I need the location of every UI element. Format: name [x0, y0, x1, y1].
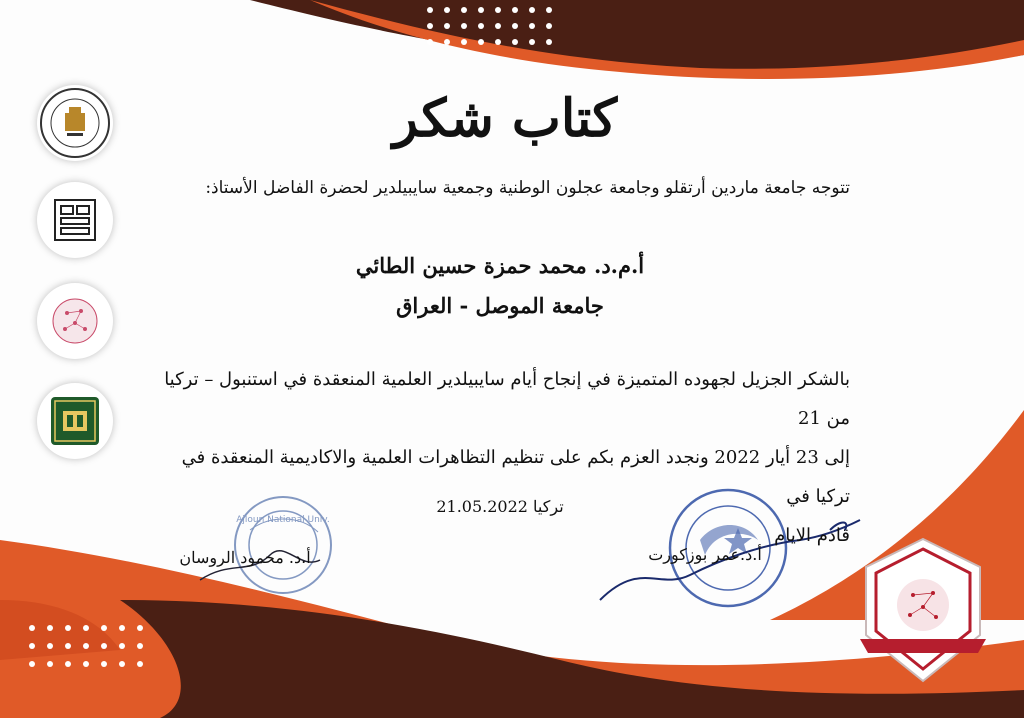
body-line-1: بالشكر الجزيل لجهوده المتميزة في إنجاح أيام سايبيلدير العلمية المنعقدة في استنبول – تركيا من 21 [164, 369, 850, 429]
signatory-left-name: أ.د. محمود الروسان [179, 548, 311, 567]
mardin-artuklu-logo [37, 182, 113, 258]
recipient-university: جامعة الموصل - العراق [396, 293, 604, 318]
svg-text:Ajloun National Univ.: Ajloun National Univ. [236, 515, 330, 525]
body-line-3: قادم الايام [774, 525, 850, 546]
ajloun-national-university-logo [37, 383, 113, 459]
signatory-right-name: أ.د.عمر بوزكورت [648, 545, 762, 564]
certificate-body [155, 360, 850, 555]
body-line-2: إلى 23 أيار 2022 ونجدد العزم بكم على تنظيم التظاهرات العلمية والاكاديمية المنعقدة في تركيا في [181, 447, 850, 507]
certificate-title: كتاب شكر [392, 88, 618, 149]
recent-academic-studies-logo [37, 85, 113, 161]
saygin-bilim-dernegi-logo [37, 283, 113, 359]
certificate-intro: تتوجه جامعة ماردين أرتقلو وجامعة عجلون الوطنية وجمعية سايبيلدير لحضرة الفاضل الأستاذ: [205, 178, 850, 198]
recipient-name: أ.م.د. محمد حمزة حسين الطائي [355, 253, 645, 278]
saygin-congress-days-badge [858, 535, 988, 685]
place-and-date: تركيا 21.05.2022 [436, 497, 564, 516]
